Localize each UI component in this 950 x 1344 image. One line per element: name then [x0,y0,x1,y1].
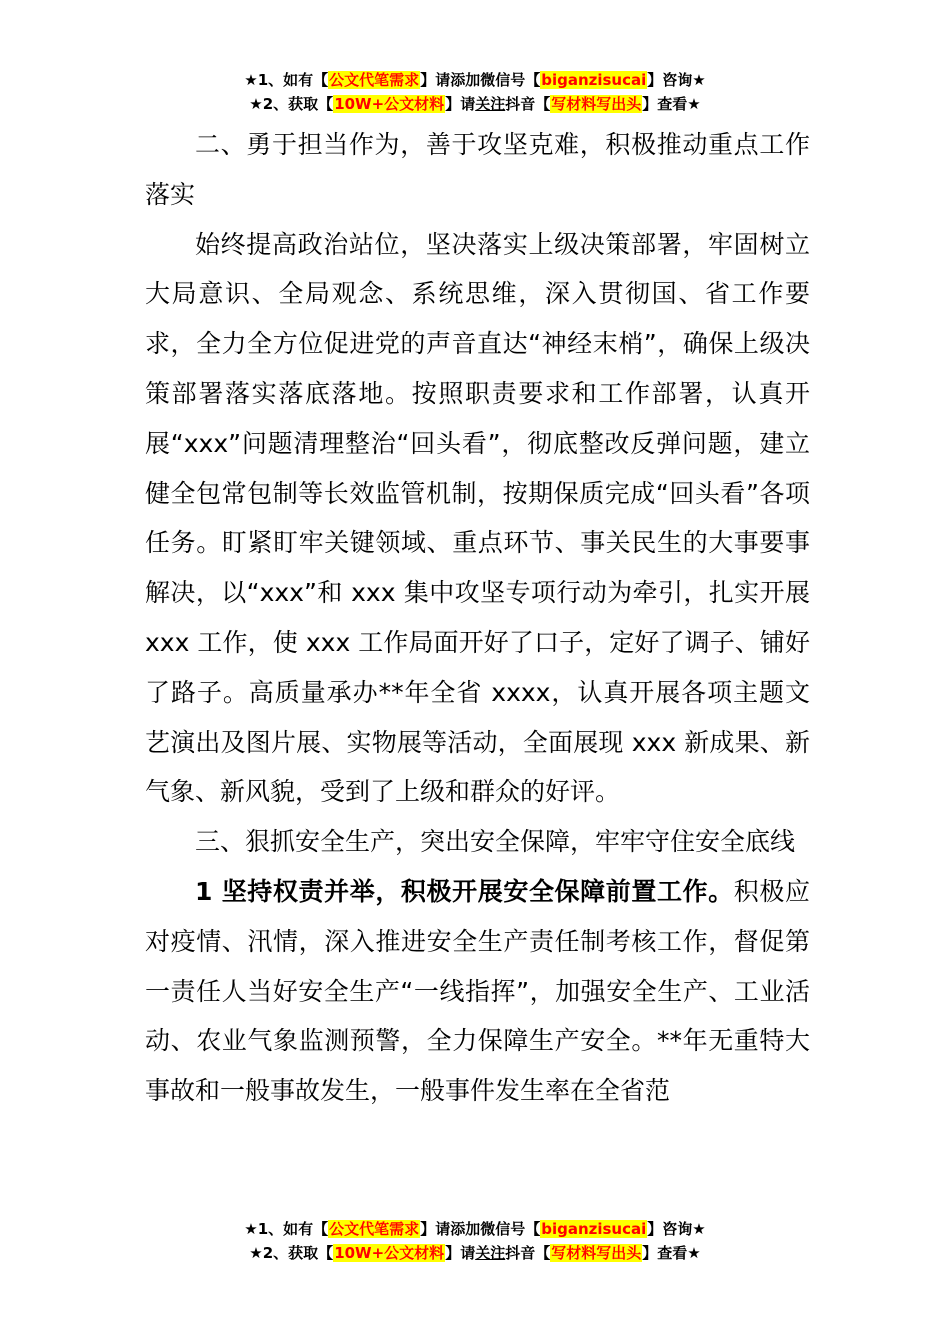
follow-text: 关注 [475,1244,506,1262]
banner-text: ★1、如有【 [244,1220,329,1238]
banner-text: 】请 [445,1244,476,1262]
highlight-douyin: 写材料写出头 [551,1244,642,1262]
highlight-materials: 10W+公文材料 [334,95,445,113]
banner-text: 】咨询★ [647,1220,706,1238]
banner-text: 抖音【 [505,1244,551,1262]
banner-text: ★1、如有【 [244,71,329,89]
header-banner-line-2 [0,92,950,116]
banner-text: 】查看★ [642,95,701,113]
header-banner-line-1 [0,68,950,92]
banner-text: 】请添加微信号【 [420,1220,541,1238]
banner-text: ★2、获取【 [249,95,334,113]
banner-text: 】查看★ [642,1244,701,1262]
subheading-bold: 1 坚持权责并举，积极开展安全保障前置工作。 [195,876,734,906]
banner-text: 】咨询★ [647,71,706,89]
footer-banner [0,1217,950,1265]
follow-text: 关注 [475,95,506,113]
header-banner [0,68,950,116]
highlight-service: 公文代笔需求 [329,1220,420,1238]
highlight-materials: 10W+公文材料 [334,1244,445,1262]
paragraph-body-2 [145,867,810,1116]
banner-text: 】请添加微信号【 [420,71,541,89]
paragraph-body-1: 始终提高政治站位，坚决落实上级决策部署，牢固树立大局意识、全局观念、系统思维，深入贯彻国、省工作要求，全力全方位促进党的声音直达“神经末梢”，确保上级决策部署落实落底落地。按照职责要求和工作部署，认真开展“xxx”问题清理整治“回头看”，彻底整改反弹问题，建立健全包常包制等长效监管机制，按期保质完成“回头看”各项任务。盯紧盯牢关键领域、重点环节、事关民生的大事要事解决，以“xxx”和 xxx 集中攻坚专项行动为牵引，扎实开展 xxx 工作，使 xxx 工作局面开好了口子，定好了调子、铺好了路子。高质量承办**年全省 xxxx，认真开展各项主题文艺演出及图片展、实物展等活动，全面展现 xxx 新成果、新气象、新风貌，受到了上级和群众的好评。 [145,229,810,807]
banner-text: 抖音【 [505,95,551,113]
paragraph-text: 积极应对疫情、汛情，深入推进安全生产责任制考核工作，督促第一责任人当好安全生产“一线指挥”，加强安全生产、工业活动、农业气象监测预警，全力保障生产安全。**年无重特大事故和一般事故发生，一般事件发生率在全省范 [145,876,810,1106]
highlight-wechat-id: biganzisucai [541,71,647,89]
footer-banner-line-2 [0,1241,950,1265]
highlight-service: 公文代笔需求 [329,71,420,89]
section-heading-2: 二、勇于担当作为，善于攻坚克难，积极推动重点工作落实 [145,130,810,209]
section-heading-3: 三、狠抓安全生产，突出安全保障，牢牢守住安全底线 [195,827,796,857]
highlight-wechat-id: biganzisucai [541,1220,647,1238]
document-body [145,120,810,1116]
banner-text: 】请 [445,95,476,113]
highlight-douyin: 写材料写出头 [551,95,642,113]
banner-text: ★2、获取【 [249,1244,334,1262]
footer-banner-line-1 [0,1217,950,1241]
